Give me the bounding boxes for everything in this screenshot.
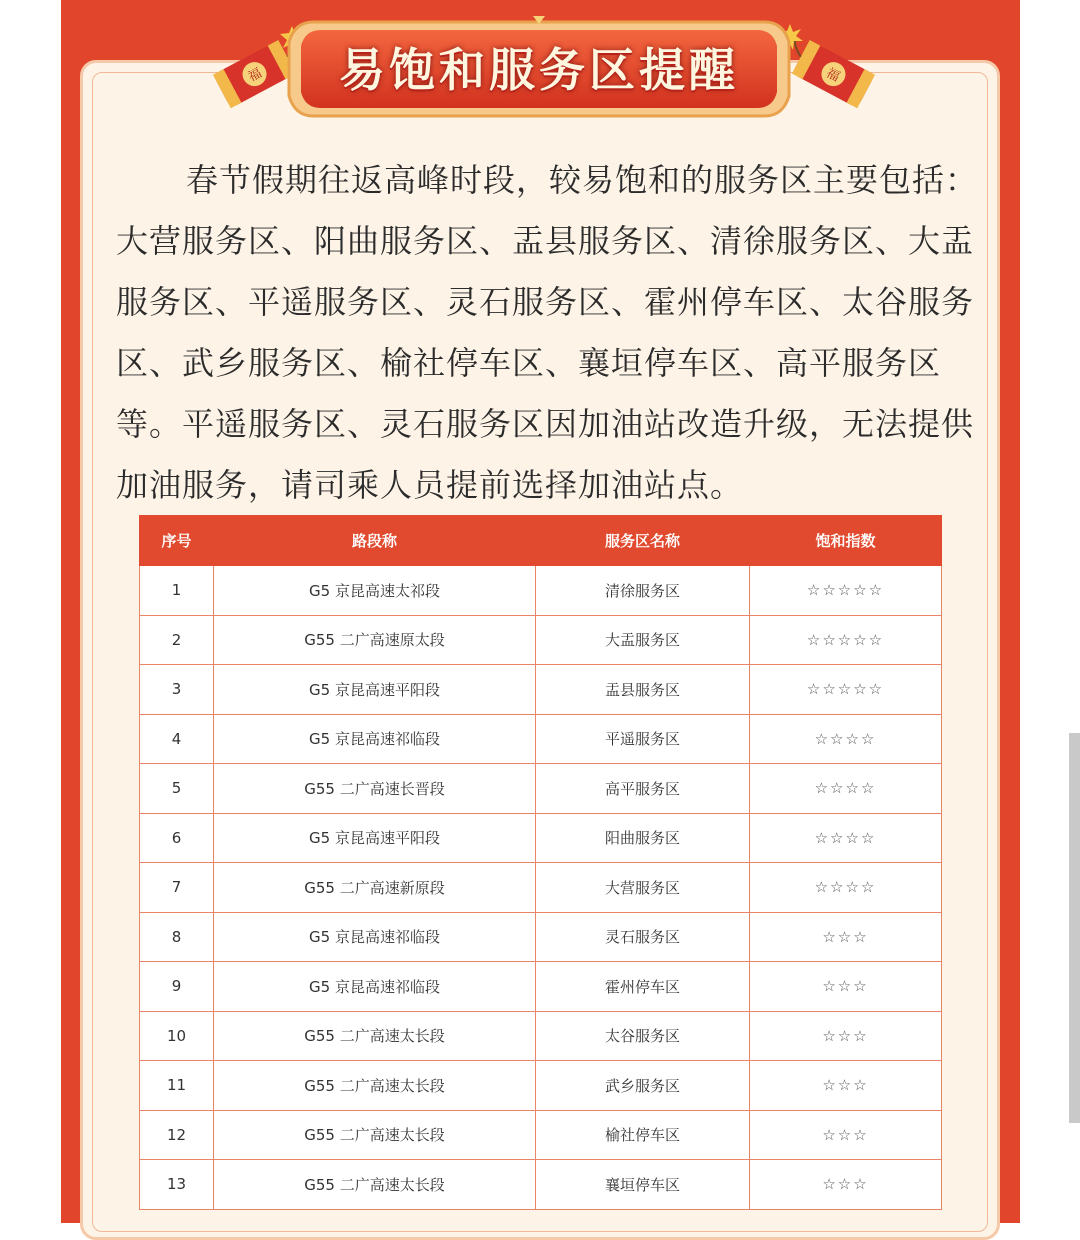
row-index: ☆☆☆ [750, 1160, 942, 1210]
intro-paragraph: 春节假期往返高峰时段，较易饱和的服务区主要包括：大营服务区、阳曲服务区、盂县服务区、清徐服务区、大盂服务区、平遥服务区、灵石服务区、霍州停车区、太谷服务区、武乡服务区、榆社停车区、襄垣停车区、高平服务区等。平遥服务区、灵石服务区因加油站改造升级，无法提供加油服务，请司乘人员提前选择加油站点。 [116, 161, 979, 504]
row-no: 6 [140, 813, 214, 863]
table-row [140, 1110, 942, 1160]
row-index: ☆☆☆☆☆ [750, 566, 942, 616]
row-no: 9 [140, 962, 214, 1012]
row-no: 13 [140, 1160, 214, 1210]
table-row [140, 912, 942, 962]
row-road: G5 京昆高速祁临段 [214, 962, 536, 1012]
row-no: 8 [140, 912, 214, 962]
table-row [140, 714, 942, 764]
table-row [140, 1061, 942, 1111]
table-row [140, 764, 942, 814]
table-row [140, 615, 942, 665]
table-row [140, 813, 942, 863]
row-area: 襄垣停车区 [536, 1160, 750, 1210]
row-no: 11 [140, 1061, 214, 1111]
row-road: G55 二广高速新原段 [214, 863, 536, 913]
row-road: G55 二广高速原太段 [214, 615, 536, 665]
row-area: 平遥服务区 [536, 714, 750, 764]
row-index: ☆☆☆ [750, 1011, 942, 1061]
table-row [140, 863, 942, 913]
row-area: 榆社停车区 [536, 1110, 750, 1160]
row-road: G5 京昆高速祁临段 [214, 714, 536, 764]
row-index: ☆☆☆☆ [750, 863, 942, 913]
row-index: ☆☆☆ [750, 912, 942, 962]
row-road: G5 京昆高速平阳段 [214, 665, 536, 715]
row-area: 阳曲服务区 [536, 813, 750, 863]
header-no: 序号 [140, 516, 214, 566]
row-road: G5 京昆高速平阳段 [214, 813, 536, 863]
row-area: 武乡服务区 [536, 1061, 750, 1111]
row-no: 5 [140, 764, 214, 814]
page-title: 易饱和服务区提醒 [339, 43, 739, 97]
row-index: ☆☆☆ [750, 1110, 942, 1160]
row-no: 12 [140, 1110, 214, 1160]
row-area: 灵石服务区 [536, 912, 750, 962]
row-road: G55 二广高速太长段 [214, 1160, 536, 1210]
row-index: ☆☆☆ [750, 1061, 942, 1111]
header-area: 服务区名称 [536, 516, 750, 566]
row-no: 2 [140, 615, 214, 665]
header-index: 饱和指数 [750, 516, 942, 566]
row-no: 7 [140, 863, 214, 913]
row-road: G55 二广高速太长段 [214, 1110, 536, 1160]
row-no: 1 [140, 566, 214, 616]
row-no: 10 [140, 1011, 214, 1061]
table-row [140, 1011, 942, 1061]
row-area: 大营服务区 [536, 863, 750, 913]
table-row [140, 566, 942, 616]
row-no: 4 [140, 714, 214, 764]
saturation-table [139, 515, 942, 1210]
header-road: 路段称 [214, 516, 536, 566]
row-road: G55 二广高速太长段 [214, 1011, 536, 1061]
row-index: ☆☆☆☆ [750, 813, 942, 863]
row-index: ☆☆☆☆ [750, 714, 942, 764]
row-area: 大盂服务区 [536, 615, 750, 665]
row-road: G5 京昆高速太祁段 [214, 566, 536, 616]
row-no: 3 [140, 665, 214, 715]
row-road: G5 京昆高速祁临段 [214, 912, 536, 962]
row-index: ☆☆☆☆ [750, 764, 942, 814]
row-road: G55 二广高速长晋段 [214, 764, 536, 814]
table-header-row [140, 516, 942, 566]
table-row [140, 962, 942, 1012]
cracker-glyph-right: 福 [823, 65, 843, 86]
row-area: 霍州停车区 [536, 962, 750, 1012]
row-index: ☆☆☆☆☆ [750, 615, 942, 665]
page-scrollbar[interactable] [1069, 733, 1080, 1123]
row-area: 盂县服务区 [536, 665, 750, 715]
row-road: G55 二广高速太长段 [214, 1061, 536, 1111]
cracker-glyph-left: 福 [245, 65, 265, 86]
row-area: 太谷服务区 [536, 1011, 750, 1061]
row-area: 高平服务区 [536, 764, 750, 814]
table-row [140, 665, 942, 715]
table-row [140, 1160, 942, 1210]
row-index: ☆☆☆☆☆ [750, 665, 942, 715]
row-index: ☆☆☆ [750, 962, 942, 1012]
row-area: 清徐服务区 [536, 566, 750, 616]
